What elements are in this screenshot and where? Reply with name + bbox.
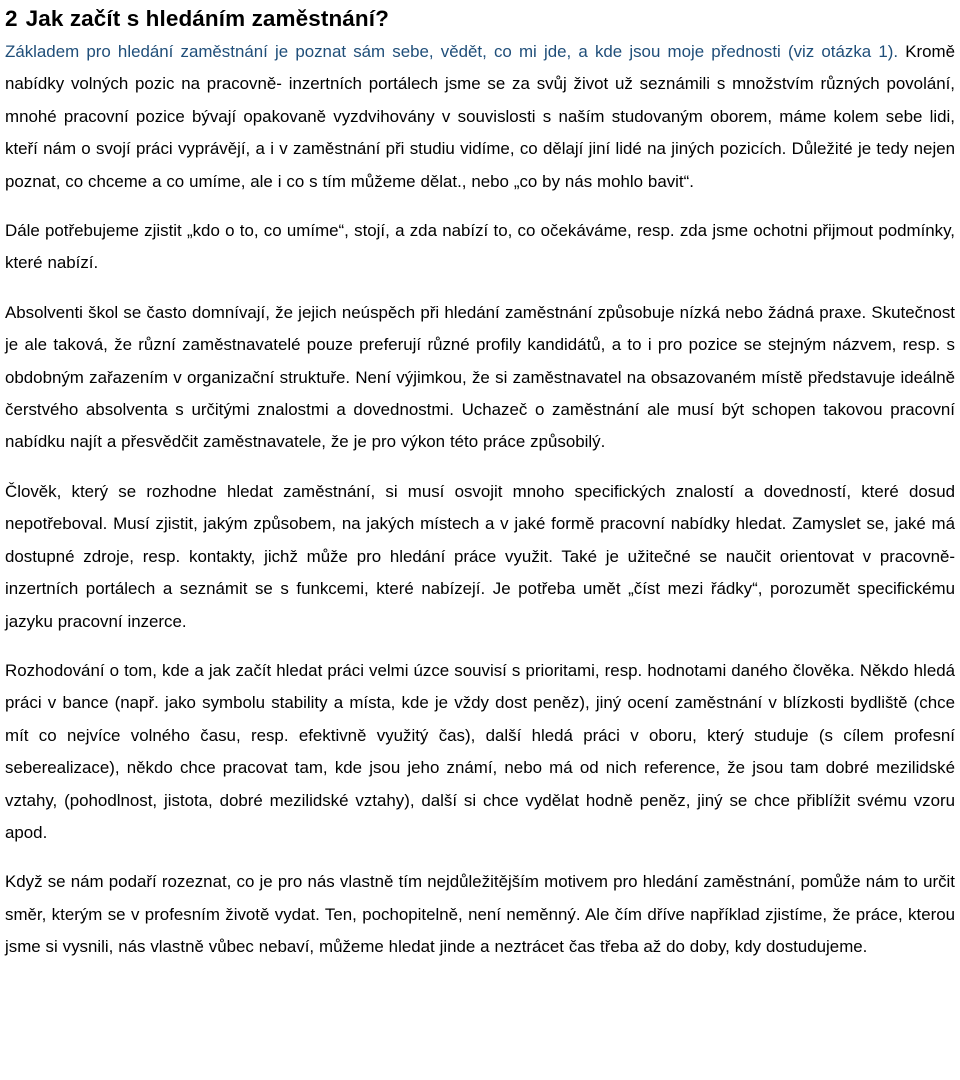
- paragraph-1: [5, 36, 955, 198]
- paragraph-1-text: Kromě nabídky volných pozic na pracovně- inzertních portálech jsme se za svůj život už seznámili s množstvím různých povolání, mnohé pracovní pozice bývají opakovaně vyzdvihovány v souvislosti s naším studovaným oborem, máme kolem sebe lidi, kteří nám o svojí práci vyprávějí, a i v zaměstnání při studiu vidíme, co dělají jiní lidé na jiných pozicích. Důležité je tedy nejen poznat, co chceme a co umíme, ale i co s tím můžeme dělat., nebo „co by nás mohlo bavit“.: [5, 42, 955, 191]
- paragraph-5: Rozhodování o tom, kde a jak začít hledat práci velmi úzce souvisí s prioritami, resp. hodnotami daného člověka. Někdo hledá práci v bance (např. jako symbolu stability a místa, kde je vždy dost peněz), jiný ocení zaměstnání v blízkosti bydliště (chce mít co nejvíce volného času, resp. efektivně využitý čas), další hledá práci v oboru, který studuje (s cílem profesní seberealizace), někdo chce pracovat tam, kde jsou jeho známí, nebo má od nich reference, že jsou tam dobré mezilidské vztahy, (pohodlnost, jistota, dobré mezilidské vztahy), další si chce vydělat hodně peněz, jiný se chce přiblížit svému vzoru apod.: [5, 660, 955, 842]
- section-title: Jak začít s hledáním zaměstnání?: [25, 6, 389, 31]
- paragraph-1-colored-text: Základem pro hledání zaměstnání je poznat sám sebe, vědět, co mi jde, a kde jsou moje přednosti (viz otázka 1).: [5, 42, 899, 61]
- paragraph-6: Když se nám podaří rozeznat, co je pro nás vlastně tím nejdůležitějším motivem pro hledání zaměstnání, pomůže nám to určit směr, kterým se v profesním životě vydat. Ten, pochopitelně, není neměnný. Ale čím dříve například zjistíme, že práce, kterou jsme si vysnili, nás vlastně vůbec nebaví, můžeme hledat jinde a neztrácet čas třeba až do doby, kdy dostudujeme.: [5, 872, 955, 957]
- paragraph-2: Dále potřebujeme zjistit „kdo o to, co umíme“, stojí, a zda nabízí to, co očekáváme, resp. zda jsme ochotni přijmout podmínky, které nabízí.: [5, 221, 955, 273]
- paragraph-3: Absolventi škol se často domnívají, že jejich neúspěch při hledání zaměstnání způsobuje nízká nebo žádná praxe. Skutečnost je ale taková, že různí zaměstnavatelé pouze preferují různé profily kandidátů, a to i pro pozice se stejným názvem, resp. s obdobným zařazením v organizační struktuře. Není výjimkou, že si zaměstnavatel na obsazovaném místě představuje ideálně čerstvého absolventa s určitými znalostmi a dovednostmi. Uchazeč o zaměstnání ale musí být schopen takovou pracovní nabídku najít a přesvědčit zaměstnavatele, že je pro výkon této práce způsobilý.: [5, 302, 955, 452]
- section-heading: [5, 4, 955, 34]
- paragraph-4: Člověk, který se rozhodne hledat zaměstnání, si musí osvojit mnoho specifických znalostí a dovedností, které dosud nepotřeboval. Musí zjistit, jakým způsobem, na jakých místech a v jaké formě pracovní nabídky hledat. Zamyslet se, jaké má dostupné zdroje, resp. kontakty, jichž může pro hledání práce využit. Také je užitečné se naučit orientovat v pracovně-inzertních portálech a seznámit se s funkcemi, které nabízejí. Je potřeba umět „číst mezi řádky“, porozumět specifickému jazyku pracovní inzerce.: [5, 481, 955, 631]
- document-page: [5, 0, 955, 981]
- section-number: 2: [5, 6, 18, 31]
